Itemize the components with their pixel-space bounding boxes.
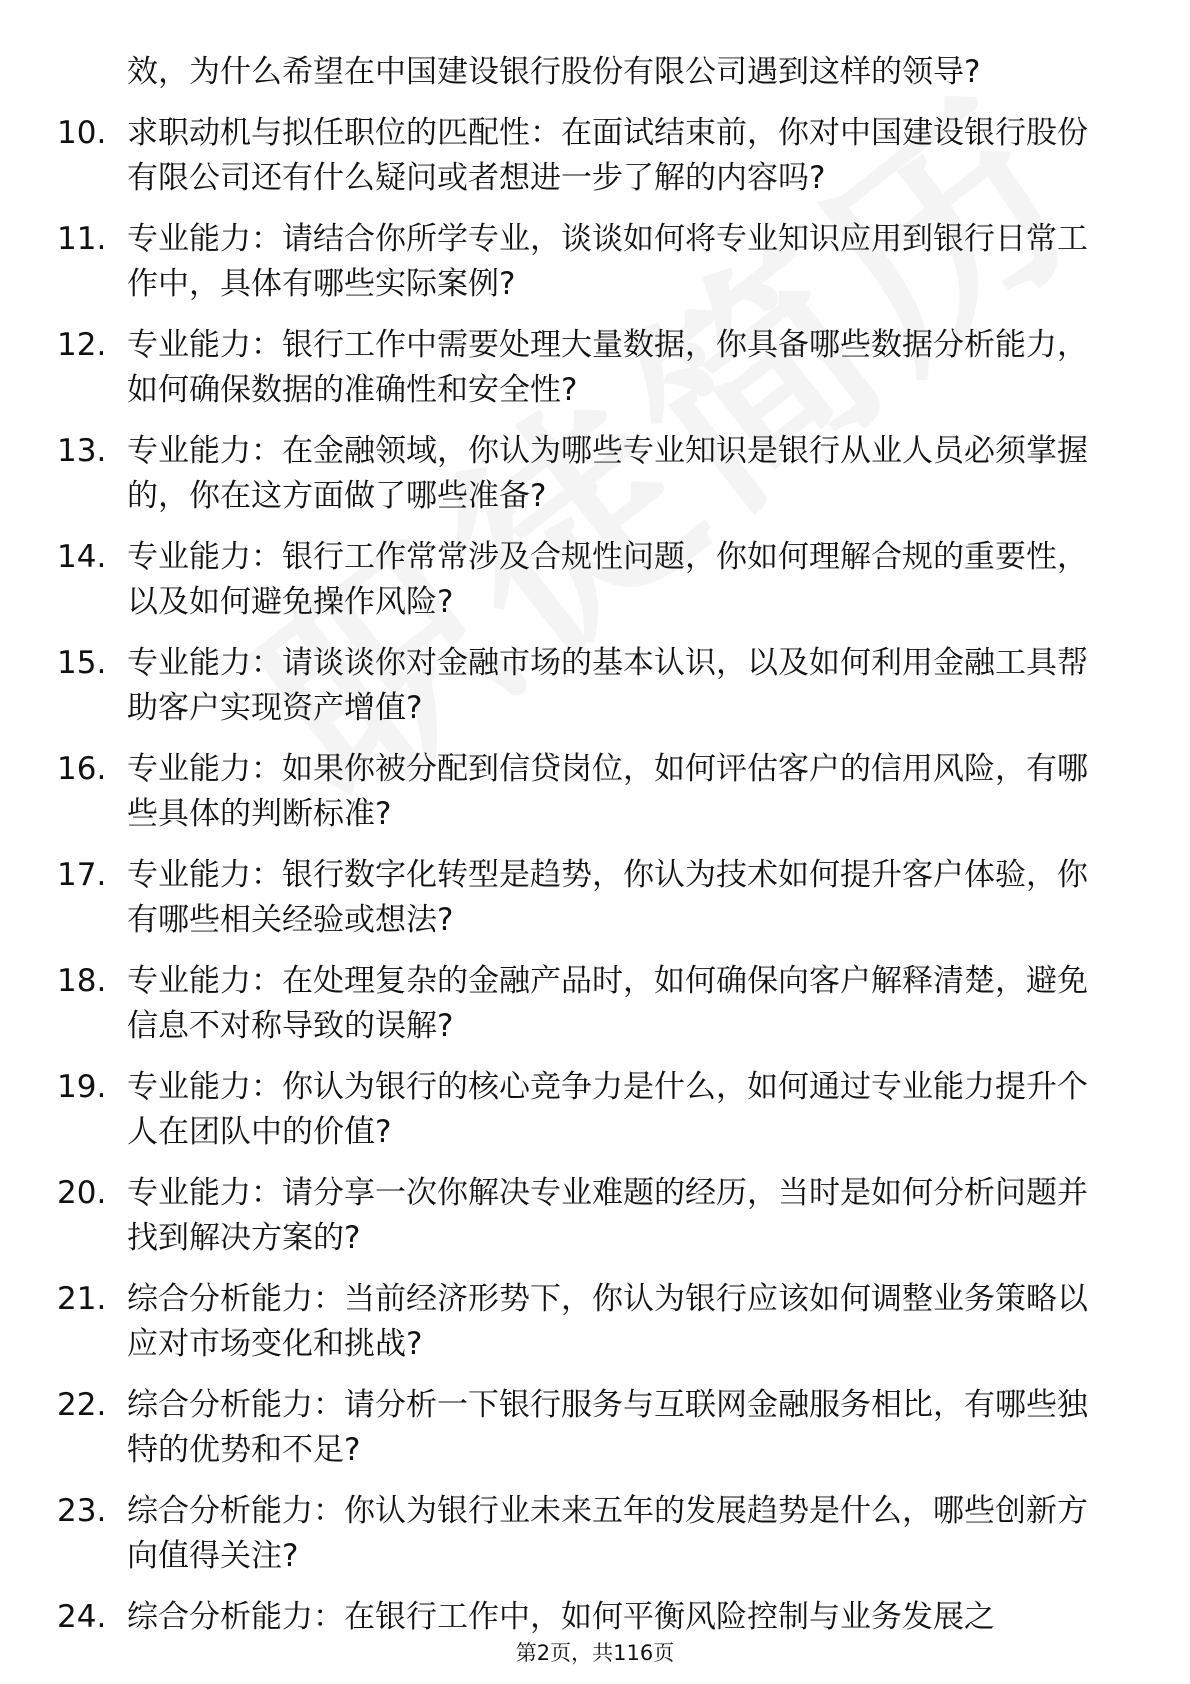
item-number: 15. [57,645,107,681]
item-text: 专业能力：如果你被分配到信贷岗位，如何评估客户的信用风险，有哪些具体的判断标准? [127,751,1088,832]
item-number: 13. [57,433,107,469]
list-item [0,1489,1107,1579]
item-text: 综合分析能力：请分析一下银行服务与互联网金融服务相比，有哪些独特的优势和不足? [127,1387,1088,1468]
item-number: 12. [57,327,107,363]
list-item [0,1065,1107,1155]
list-item [0,323,1107,413]
item-text: 专业能力：银行工作中需要处理大量数据，你具备哪些数据分析能力，如何确保数据的准确性和安全性? [127,327,1088,408]
list-item [0,1277,1107,1367]
item-number: 17. [57,857,107,893]
list-item [0,853,1107,943]
item-number: 10. [57,115,107,151]
list-item [0,1383,1107,1473]
question-list [0,111,1190,1640]
page-footer: 第2页，共116页 [515,1641,675,1665]
item-text: 专业能力：请分享一次你解决专业难题的经历，当时是如何分析问题并找到解决方案的? [127,1175,1088,1256]
item-number: 22. [57,1387,107,1423]
list-item [0,429,1107,519]
list-item [0,535,1107,625]
item-text: 专业能力：银行数字化转型是趋势，你认为技术如何提升客户体验，你有哪些相关经验或想法? [127,857,1088,938]
list-item [0,217,1107,307]
item-number: 11. [57,221,107,257]
item-number: 18. [57,963,107,999]
item-number: 21. [57,1281,107,1317]
list-item [0,111,1107,201]
item-text: 综合分析能力：当前经济形势下，你认为银行应该如何调整业务策略以应对市场变化和挑战? [127,1281,1088,1362]
list-item [0,1595,1107,1640]
item-text: 专业能力：银行工作常常涉及合规性问题，你如何理解合规的重要性，以及如何避免操作风险? [127,539,1088,620]
item-number: 19. [57,1069,107,1105]
item-text: 专业能力：请谈谈你对金融市场的基本认识，以及如何利用金融工具帮助客户实现资产增值? [127,645,1088,726]
item-number: 14. [57,539,107,575]
item-number: 16. [57,751,107,787]
document-body [0,50,1190,1640]
item-text: 综合分析能力：你认为银行业未来五年的发展趋势是什么，哪些创新方向值得关注? [127,1493,1088,1574]
item-text: 专业能力：在处理复杂的金融产品时，如何确保向客户解释清楚，避免信息不对称导致的误解? [127,963,1088,1044]
item-number: 23. [57,1493,107,1529]
continued-paragraph: 效，为什么希望在中国建设银行股份有限公司遇到这样的领导? [127,54,981,90]
list-item [0,959,1107,1049]
item-text: 求职动机与拟任职位的匹配性：在面试结束前，你对中国建设银行股份有限公司还有什么疑问或者想进一步了解的内容吗? [127,115,1088,196]
list-item [0,747,1107,837]
item-number: 24. [57,1599,107,1635]
item-text: 专业能力：你认为银行的核心竞争力是什么，如何通过专业能力提升个人在团队中的价值? [127,1069,1088,1150]
item-text: 专业能力：请结合你所学专业，谈谈如何将专业知识应用到银行日常工作中，具体有哪些实际案例? [127,221,1088,302]
item-text: 综合分析能力：在银行工作中，如何平衡风险控制与业务发展之 [127,1599,995,1635]
item-number: 20. [57,1175,107,1211]
list-item [0,1171,1107,1261]
item-text: 专业能力：在金融领域，你认为哪些专业知识是银行从业人员必须掌握的，你在这方面做了哪些准备? [127,433,1088,514]
list-item [0,641,1107,731]
